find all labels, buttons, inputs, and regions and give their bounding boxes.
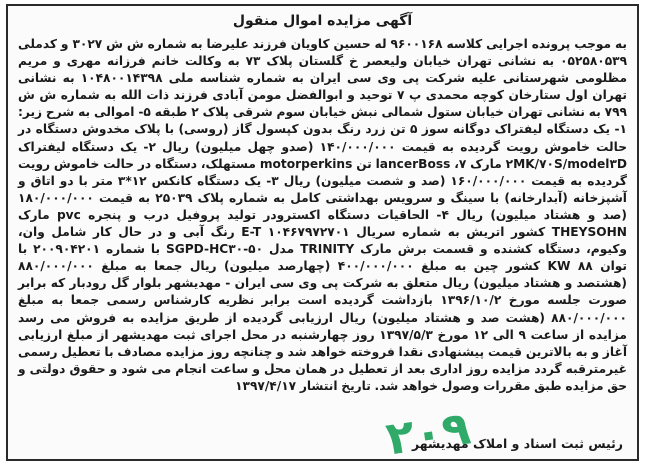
notice-body-text: به موجب پرونده اجرایی کلاسه ۹۶۰۰۱۶۸ له حسین کاویان فرزند علیرضا به شماره ش ش ۳۰۲۷ و کدملی ۰۵۲۵۸۰۵۳۹ به نشانی تهران خیابان ولیعصر خ گلستان پلاک ۷۳ به وکالت خانم فرزانه مهری و مریم مظلومی شهرستانی علیه شرکت پی وی سی ایران به شماره شناسه ملی ۱۰۴۸۰۰۱۴۳۹۸ به نشانی تهران اول ستارخان کوچه محمدی پ ۷ توحید و ابوالفضل مومن آبادی فرزند ذات الله به شماره ش ش ۷۹۹ به نشانی تهران خیابان ستول شمالی نبش خیابان سوم شرقی پلاک ۲ طبقه ۵- اموالی به شرح زیر: ۱- یک دستگاه لیفتراک دوگانه سوز ۵ تن زرد رنگ بدون کپسول گاز (روسی) با پلاک مخدوش دستگاه در حالت خاموش رویت گردیده به قیمت ۱۴۰/۰۰۰/۰۰۰ (صدو چهل میلیون) ریال ۲- یک دستگاه لیفتراک ۲MK/۷۰S/model۳D مارک ۷، lancerBoss تن motorperkins مستهلک، دستگاه در حالت خاموش رویت گردیده به قیمت ۱۶۰/۰۰۰/۰۰۰ (صد و شصت میلیون) ریال ۳- یک دستگاه کانکس ۱۲*۳ متر با دو اتاق و آشپزخانه (آبدارخانه) با سینگ و سرویس بهداشتی کامل به شماره پلاک ۲۵۰۳۹ به قیمت ۱۸۰/۰۰۰/۰۰۰ (صد و هشتاد میلیون) ریال ۴- الحاقیات دستگاه اکسترودر تولید پروفیل درب و پنجره pvc مارک THEYSOHN کشور اتریش به شماره سریال E-T ۱۰۴۶۷۹۷۲۷۰۱ رنگ آبی و در حال کار شامل وان، وکیوم، دستگاه کشنده و قسمت برش مارک TRINITY مدل SGPD-HC۳۰-۵۰ با شماره ۲۰۰۹۰۴۲۰۱ با توان ۸۸ KW کشور چین به مبلغ ۴۰۰/۰۰۰/۰۰۰ (چهارصد میلیون) ریال جمعا به مبلغ ۸۸۰/۰۰۰/۰۰۰ (هشتصد و هشتاد میلیون) ریال متعلق به شرکت پی وی سی ایران - مهدیشهر بلوار گل رودبار که برابر صورت جلسه مورخ ۱۳۹۶/۱۰/۲ بازداشت گردیده است برابر نظریه کارشناس رسمی جمعا به مبلغ ۸۸۰/۰۰۰/۰۰۰ (هشت صد و هشتاد میلیون) ریال ارزیابی گردیده از طریق مزایده به فروش می رسد مزایده از ساعت ۹ الی ۱۲ مورخ ۱۳۹۷/۵/۳ روز چهارشنبه در محل اجرای ثبت مهدیشهر از مبلغ ارزیابی آغاز و به بالاترین قیمت پیشنهادی نقدا فروخته خواهد شد و چنانچه روز مزایده مصادف با تعطیل رسمی غیرمترقبه گردد مزایده روز اداری بعد از تعطیل در همان محل و ساعت انجام می شود و حقوق دولتی و حق مزایده طبق مقررات وصول خواهد شد. تاریخ انتشار ۱۳۹۷/۴/۱۷ xyxy=(18,37,628,393)
notice-signature: رئیس ثبت اسناد و املاک مهدیشهر xyxy=(412,436,623,451)
notice-body xyxy=(18,36,627,395)
notice-frame xyxy=(6,4,639,466)
notice-title: آگهی مزایده اموال منقول xyxy=(232,13,413,29)
handwritten-number-stamp: ۲۰۹ xyxy=(382,400,474,466)
